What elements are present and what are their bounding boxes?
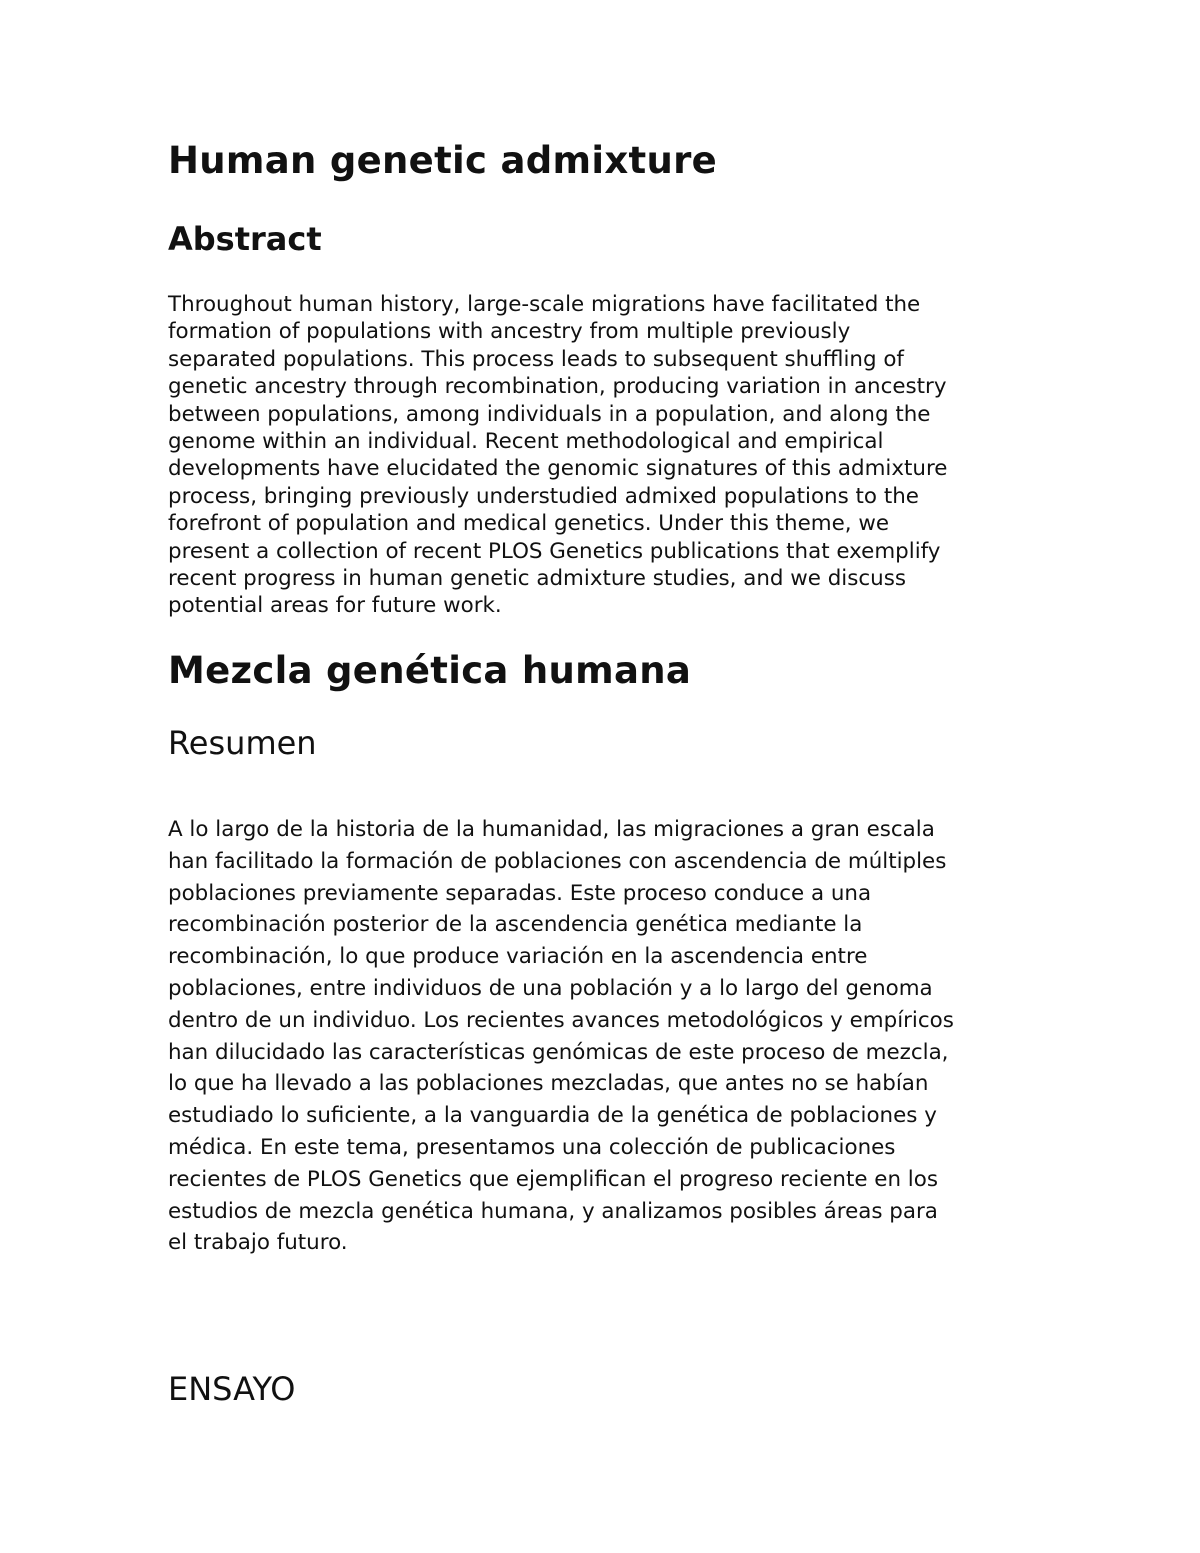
resumen-paragraph bbox=[168, 814, 1048, 1259]
resumen-line: han facilitado la formación de poblaciones con ascendencia de múltiples bbox=[168, 848, 947, 874]
resumen-line: A lo largo de la historia de la humanidad, las migraciones a gran escala bbox=[168, 817, 935, 842]
resumen-line: han dilucidado las características genómicas de este proceso de mezcla, bbox=[168, 1039, 949, 1065]
abstract-line: genome within an individual. Recent methodological and empirical bbox=[168, 429, 884, 455]
abstract-line: genetic ancestry through recombination, producing variation in ancestry bbox=[168, 374, 947, 400]
ensayo-heading: ENSAYO bbox=[168, 1370, 296, 1408]
resumen-line: recientes de PLOS Genetics que ejemplifican el progreso reciente en los bbox=[168, 1166, 938, 1192]
abstract-line: process, bringing previously understudied admixed populations to the bbox=[168, 483, 919, 509]
document-title-english: Human genetic admixture bbox=[168, 139, 718, 182]
abstract-line: developments have elucidated the genomic signatures of this admixture bbox=[168, 456, 948, 482]
abstract-line: recent progress in human genetic admixture studies, and we discuss bbox=[168, 566, 906, 592]
resumen-line: dentro de un individuo. Los recientes avances metodológicos y empíricos bbox=[168, 1007, 954, 1033]
resumen-line: estudiado lo suficiente, a la vanguardia de la genética de poblaciones y bbox=[168, 1103, 937, 1129]
abstract-heading: Abstract bbox=[168, 220, 322, 258]
abstract-line: Throughout human history, large-scale migrations have facilitated the bbox=[168, 292, 921, 317]
resumen-line: recombinación, lo que produce variación en la ascendencia entre bbox=[168, 944, 868, 970]
resumen-line: estudios de mezcla genética humana, y analizamos posibles áreas para bbox=[168, 1198, 938, 1224]
resumen-line: poblaciones, entre individuos de una población y a lo largo del genoma bbox=[168, 975, 933, 1001]
abstract-line: formation of populations with ancestry from multiple previously bbox=[168, 319, 851, 345]
resumen-line: poblaciones previamente separadas. Este proceso conduce a una bbox=[168, 880, 872, 906]
abstract-line: separated populations. This process leads to subsequent shuffling of bbox=[168, 346, 904, 372]
abstract-line: potential areas for future work. bbox=[168, 593, 502, 619]
resumen-line: el trabajo futuro. bbox=[168, 1230, 348, 1256]
document-title-spanish: Mezcla genética humana bbox=[168, 649, 692, 692]
resumen-line: lo que ha llevado a las poblaciones mezcladas, que antes no se habían bbox=[168, 1071, 929, 1097]
abstract-paragraph bbox=[168, 291, 1048, 620]
abstract-line: present a collection of recent PLOS Genetics publications that exemplify bbox=[168, 538, 941, 564]
abstract-line: forefront of population and medical genetics. Under this theme, we bbox=[168, 511, 890, 537]
resumen-heading: Resumen bbox=[168, 724, 317, 762]
resumen-line: médica. En este tema, presentamos una colección de publicaciones bbox=[168, 1134, 896, 1160]
abstract-line: between populations, among individuals in a population, and along the bbox=[168, 401, 931, 427]
resumen-line: recombinación posterior de la ascendencia genética mediante la bbox=[168, 912, 863, 938]
